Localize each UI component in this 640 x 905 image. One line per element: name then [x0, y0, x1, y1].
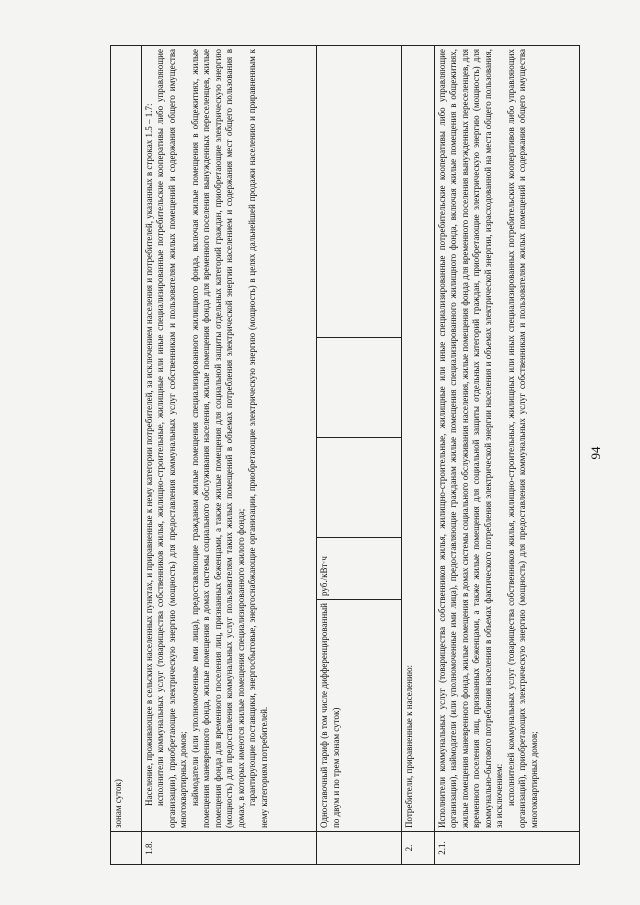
paragraph: исполнители коммунальных услуг (товарищества собственников жилья, жилищно-строительные, жилищные или иные специализированные потребительские кооперативы либо управляющие организации), приобретающие электрическую энергию (мощность) для предоставления коммунальных услуг собственникам и пользователям жилых помещений и содержания общего имущества многоквартирных домов; [155, 49, 189, 828]
table-row-tariff [317, 46, 401, 865]
table-row-2-1 [434, 46, 579, 865]
table-row-2 [401, 46, 434, 865]
table-row [111, 46, 142, 865]
continuation-text: зонам суток) [113, 779, 123, 828]
tariff-value-cell [317, 46, 401, 338]
row-text-cell [434, 46, 579, 832]
tariff-value-cell [317, 438, 401, 538]
section-title: Население, проживающее в сельских населенных пунктах, и приравненные к нему категории потребителей, за исключением населения и потребителей, указанных в строках 1.5 – 1.7: [143, 103, 154, 806]
tariff-unit: руб./кВт·ч [317, 538, 401, 600]
row-text-cell [111, 46, 142, 832]
row-number: 2. [401, 832, 434, 865]
row-number-cell [317, 832, 401, 865]
paragraph: гарантирующие поставщики, энергосбытовые, энергоснабжающие организации, приобретающие электрическую энергию (мощность) в целях дальнейшей продажи населению и приравненным к нему категориям потребителей. [247, 49, 269, 828]
tariff-value-cell [317, 338, 401, 438]
section-title: Потребители, приравненные к населению: [403, 664, 414, 828]
paragraph: Исполнители коммунальных услуг (товарищества собственников жилья, жилищно-строительные, жилищные или иные специализированные потребительские кооперативы либо управляющие организации), наймодатели (или уполномоченные ими лица), предоставляющие гражданам жилые помещения специализированного жилищного фонда, включая жилые помещения в общежитиях, жилые помещения маневренного фонда, жилые помещения в домах системы социального обслуживания населения, жилые помещения фонда для временного поселения вынужденных переселенцев, для временного поселения лиц, признанных беженцами, а также жилые помещения для социальной защиты отдельных категорий граждан, приобретающие электрическую энергию (мощность) для коммунально-бытового потребления населения в объемах фактического потребления электрической энергии населения и объемах электрической энергии, израсходованной на места общего пользования, за исключением: [436, 49, 505, 828]
tariff-table [110, 45, 580, 865]
row-text-cell [141, 46, 317, 832]
page-number: 94 [588, 446, 603, 460]
row-number: 2.1. [434, 832, 579, 865]
tariff-name: Одноставочный тариф (в том числе дифференцированный по двум и по трем зонам суток) [317, 600, 401, 832]
table-row-1-8 [141, 46, 317, 865]
paragraph: исполнителей коммунальных услуг (товарищества собственников жилья, жилищно-строительных, жилищных или иных специализированных потребительских кооперативов либо управляющих организаций), приобретающих электрическую энергию (мощность) для предоставления коммунальных услуг собственникам и пользователям жилых помещений и содержания общего имущества многоквартирных домов; [505, 49, 539, 828]
row-number: 1.8. [141, 832, 317, 865]
row-text-cell [401, 46, 434, 832]
paragraph: наймодатели (или уполномоченные ими лица), предоставляющие гражданам жилые помещения специализированного жилищного фонда, включая жилые помещения в общежитиях, жилые помещения маневренного фонда, жилые помещения в домах системы социального обслуживания населения, жилые помещения фонда для временного поселения вынужденных переселенцев, жилые помещения фонда для временного поселения лиц, признанных беженцами, а также жилые помещения для социальной защиты отдельных категорий граждан, приобретающие электрическую энергию (мощность) для предоставления коммунальных услуг пользователям таких жилых помещений в объемах потребления электрической энергии населением и содержания мест общего пользования в домах, в которых имеются жилые помещения специализированного жилого фонда; [189, 49, 246, 828]
rotated-page-content [110, 45, 580, 865]
row-number-cell [111, 832, 142, 865]
